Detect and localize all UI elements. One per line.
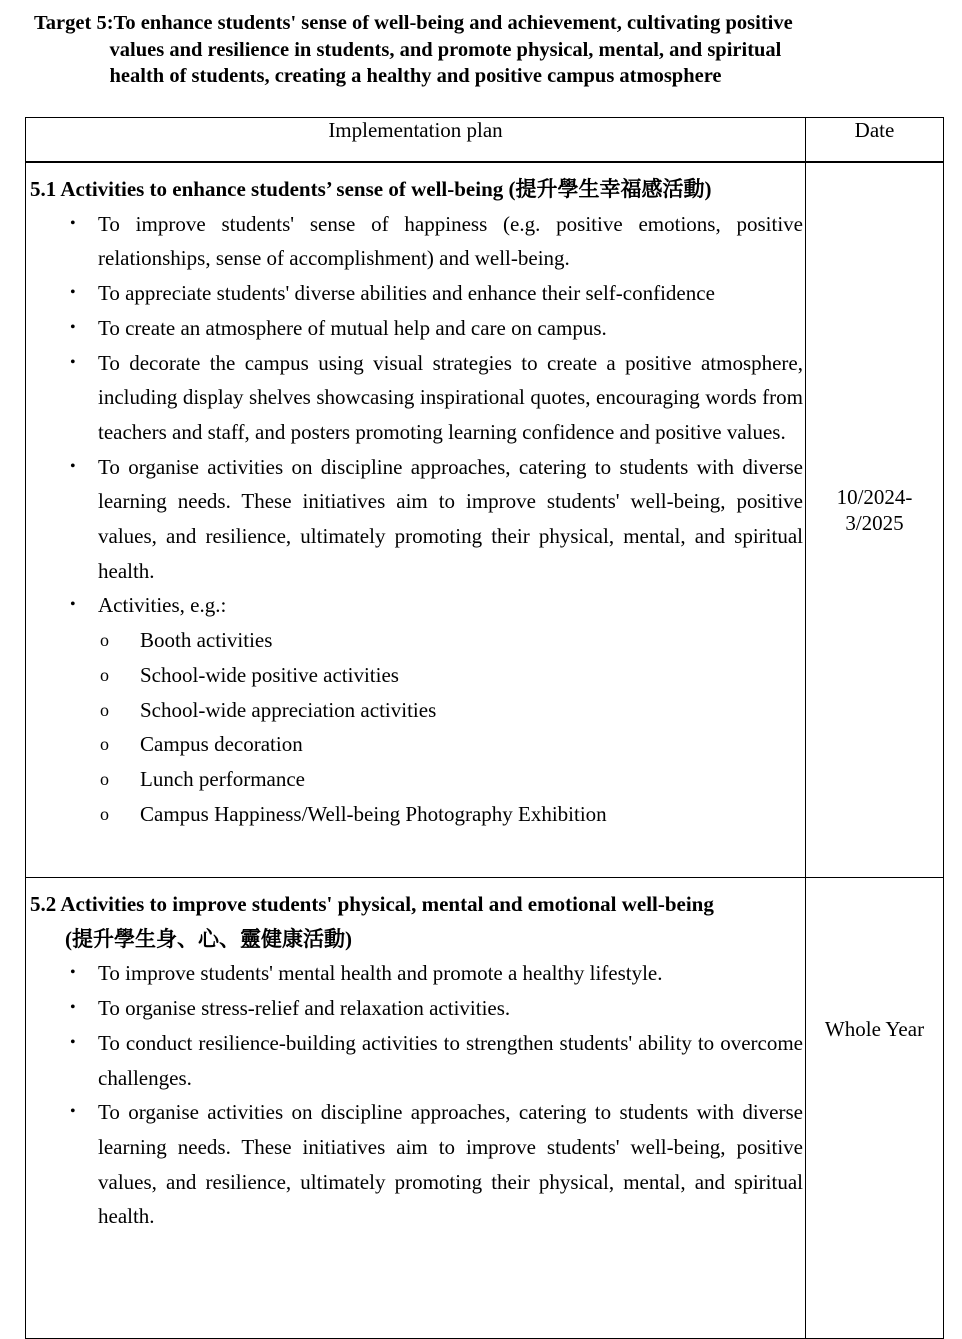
list-item (30, 956, 803, 991)
list-item (30, 1095, 803, 1234)
activity-item (30, 762, 803, 797)
section-5-2-date-cell (806, 878, 944, 1339)
list-item (30, 207, 803, 276)
header-implementation-plan: Implementation plan (26, 118, 806, 163)
section-5-1-date (806, 484, 943, 536)
table-row-section-5-1 (26, 162, 944, 878)
header-date: Date (806, 118, 944, 163)
section-5-1-bullets (30, 207, 803, 623)
target-line-2: values and resilience in students, and promote physical, mental, and spiritual (109, 38, 782, 61)
list-item-text: To organise stress-relief and relaxation activities. (98, 996, 511, 1021)
activity-item-text: Campus Happiness/Well-being Photography Exhibition (140, 801, 607, 826)
bullet-icon: • (70, 596, 76, 614)
date-line-start: Whole Year (824, 1017, 925, 1041)
activity-item (30, 727, 803, 762)
target-label: Target 5: (34, 12, 114, 34)
activity-item-text: Booth activities (140, 628, 273, 653)
section-5-2-plan-cell (26, 878, 806, 1339)
activity-item-text: School-wide positive activities (140, 662, 399, 687)
activity-item-text: School-wide appreciation activities (140, 697, 437, 722)
bullet-icon: • (70, 457, 76, 475)
circle-bullet-icon: o (100, 768, 109, 789)
list-item-text: To appreciate students' diverse abilities and enhance their self-confidence (98, 281, 715, 306)
bullet-icon: • (70, 1103, 76, 1121)
list-item-text: To conduct resilience-building activities to strengthen students' ability to overcome challenges. (98, 1030, 803, 1090)
list-item (30, 450, 803, 589)
circle-bullet-icon: o (100, 630, 109, 651)
list-item-text: Activities, e.g.: (98, 593, 227, 618)
circle-bullet-icon: o (100, 803, 109, 824)
activities-list (30, 623, 803, 831)
bullet-icon: • (70, 999, 76, 1017)
bullet-icon: • (70, 284, 76, 302)
list-item-text: To improve students' sense of happiness (e.g. positive emotions, positive relationships, sense of accomplishment) and well-being. (98, 211, 803, 271)
bullet-icon: • (70, 214, 76, 232)
activity-item (30, 623, 803, 658)
circle-bullet-icon: o (100, 699, 109, 720)
activity-item (30, 797, 803, 832)
list-item-text: To decorate the campus using visual strategies to create a positive atmosphere, including display shelves showcasing inspirational quotes, encouraging words from teachers and staff, and posters promoting learning confidence and positive values. (98, 350, 803, 444)
activity-item (30, 693, 803, 728)
section-5-2-bullets (30, 956, 803, 1234)
target-text (109, 10, 934, 90)
bullet-icon: • (70, 353, 76, 371)
section-5-2-title: 5.2 Activities to improve students' physical, mental and emotional well-being (30, 892, 714, 916)
circle-bullet-icon: o (100, 664, 109, 685)
table-row-section-5-2 (26, 878, 944, 1339)
section-5-1-date-cell (806, 162, 944, 878)
implementation-plan-table (25, 117, 944, 1339)
section-5-2-title-continued: (提升學生身、心、靈健康活動) (65, 926, 352, 951)
target-line-3: health of students, creating a healthy and positive campus atmosphere (109, 65, 722, 87)
list-item-text: To improve students' mental health and promote a healthy lifestyle. (98, 961, 663, 986)
date-line-end: 3/2025 (845, 511, 904, 535)
section-5-1-title: 5.1 Activities to enhance students’ sense of well-being (提升學生幸福感活動) (30, 177, 712, 201)
list-item (30, 276, 803, 311)
list-item (30, 311, 803, 346)
activity-item-text: Campus decoration (140, 732, 303, 757)
target-heading (34, 10, 934, 90)
activity-item (30, 658, 803, 693)
list-item (30, 991, 803, 1026)
circle-bullet-icon: o (100, 734, 109, 755)
list-item-text: To organise activities on discipline approaches, catering to students with diverse learning needs. These initiatives aim to improve students' well-being, positive values, and resilience, ultimately promoting their physical, mental, and spiritual health. (98, 1100, 803, 1229)
bullet-icon: • (70, 1033, 76, 1051)
target-line-1: To enhance students' sense of well-being and achievement, cultivating positive (113, 12, 793, 34)
list-item-text: To organise activities on discipline approaches, catering to students with diverse learning needs. These initiatives aim to improve students' well-being, positive values, and resilience, ultimately promoting their physical, mental, and spiritual health. (98, 454, 803, 583)
section-5-1-plan-cell (26, 162, 806, 878)
list-item (30, 346, 803, 450)
list-item-text: To create an atmosphere of mutual help and care on campus. (98, 315, 607, 340)
list-item (30, 1026, 803, 1095)
table-header-row (26, 118, 944, 163)
date-line-start: 10/2024- (836, 485, 913, 509)
bullet-icon: • (70, 964, 76, 982)
list-item (30, 588, 803, 623)
activity-item-text: Lunch performance (140, 766, 305, 791)
bullet-icon: • (70, 318, 76, 336)
section-5-2-date (806, 1016, 943, 1042)
